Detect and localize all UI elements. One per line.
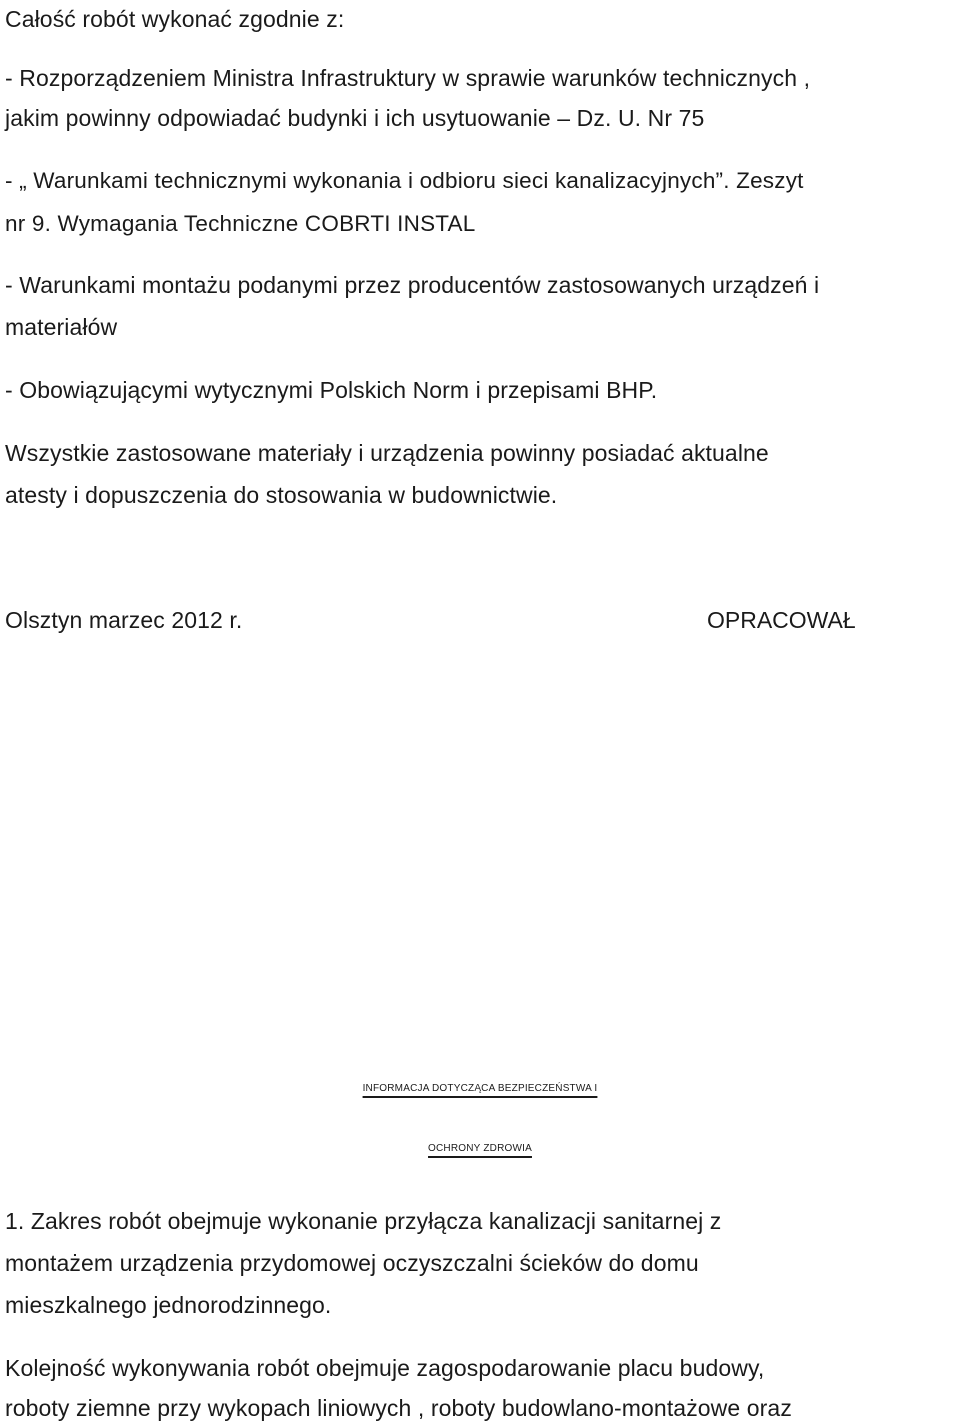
- requirement-3-line-1: - Warunkami montażu podanymi przez producentów zastosowanych urządzeń i: [5, 272, 820, 298]
- point-1-line-2: montażem urządzenia przydomowej oczyszczalni ścieków do domu: [5, 1250, 699, 1276]
- requirement-3-line-2: materiałów: [5, 314, 118, 340]
- certificates-line-2: atesty i dopuszczenia do stosowania w budownictwie.: [5, 482, 558, 508]
- point-1-line-1: 1. Zakres robót obejmuje wykonanie przyłącza kanalizacji sanitarnej z: [5, 1208, 722, 1234]
- author-label: OPRACOWAŁ: [707, 607, 856, 633]
- requirement-1-line-2: jakim powinny odpowiadać budynki i ich usytuowanie – Dz. U. Nr 75: [5, 105, 705, 131]
- requirement-2-line-1: - „ Warunkami technicznymi wykonania i odbioru sieci kanalizacyjnych”. Zeszyt: [5, 168, 804, 193]
- intro-text: Całość robót wykonać zgodnie z:: [5, 6, 345, 32]
- sequence-line-2: roboty ziemne przy wykopach liniowych , roboty budowlano-montażowe oraz: [5, 1395, 792, 1421]
- section-title-line-2: OCHRONY ZDROWIA: [428, 1143, 532, 1154]
- place-date: Olsztyn marzec 2012 r.: [5, 607, 243, 633]
- sequence-line-1: Kolejność wykonywania robót obejmuje zagospodarowanie placu budowy,: [5, 1355, 765, 1381]
- point-1-line-3: mieszkalnego jednorodzinnego.: [5, 1292, 332, 1318]
- requirement-4-line-1: - Obowiązującymi wytycznymi Polskich Norm i przepisami BHP.: [5, 377, 658, 403]
- requirement-1-line-1: - Rozporządzeniem Ministra Infrastruktury w sprawie warunków technicznych ,: [5, 65, 811, 91]
- section-title-line-1: INFORMACJA DOTYCZĄCA BEZPIECZEŃSTWA I: [362, 1083, 598, 1094]
- certificates-line-1: Wszystkie zastosowane materiały i urządzenia powinny posiadać aktualne: [5, 440, 769, 466]
- requirement-2-line-2: nr 9. Wymagania Techniczne COBRTI INSTAL: [5, 211, 476, 236]
